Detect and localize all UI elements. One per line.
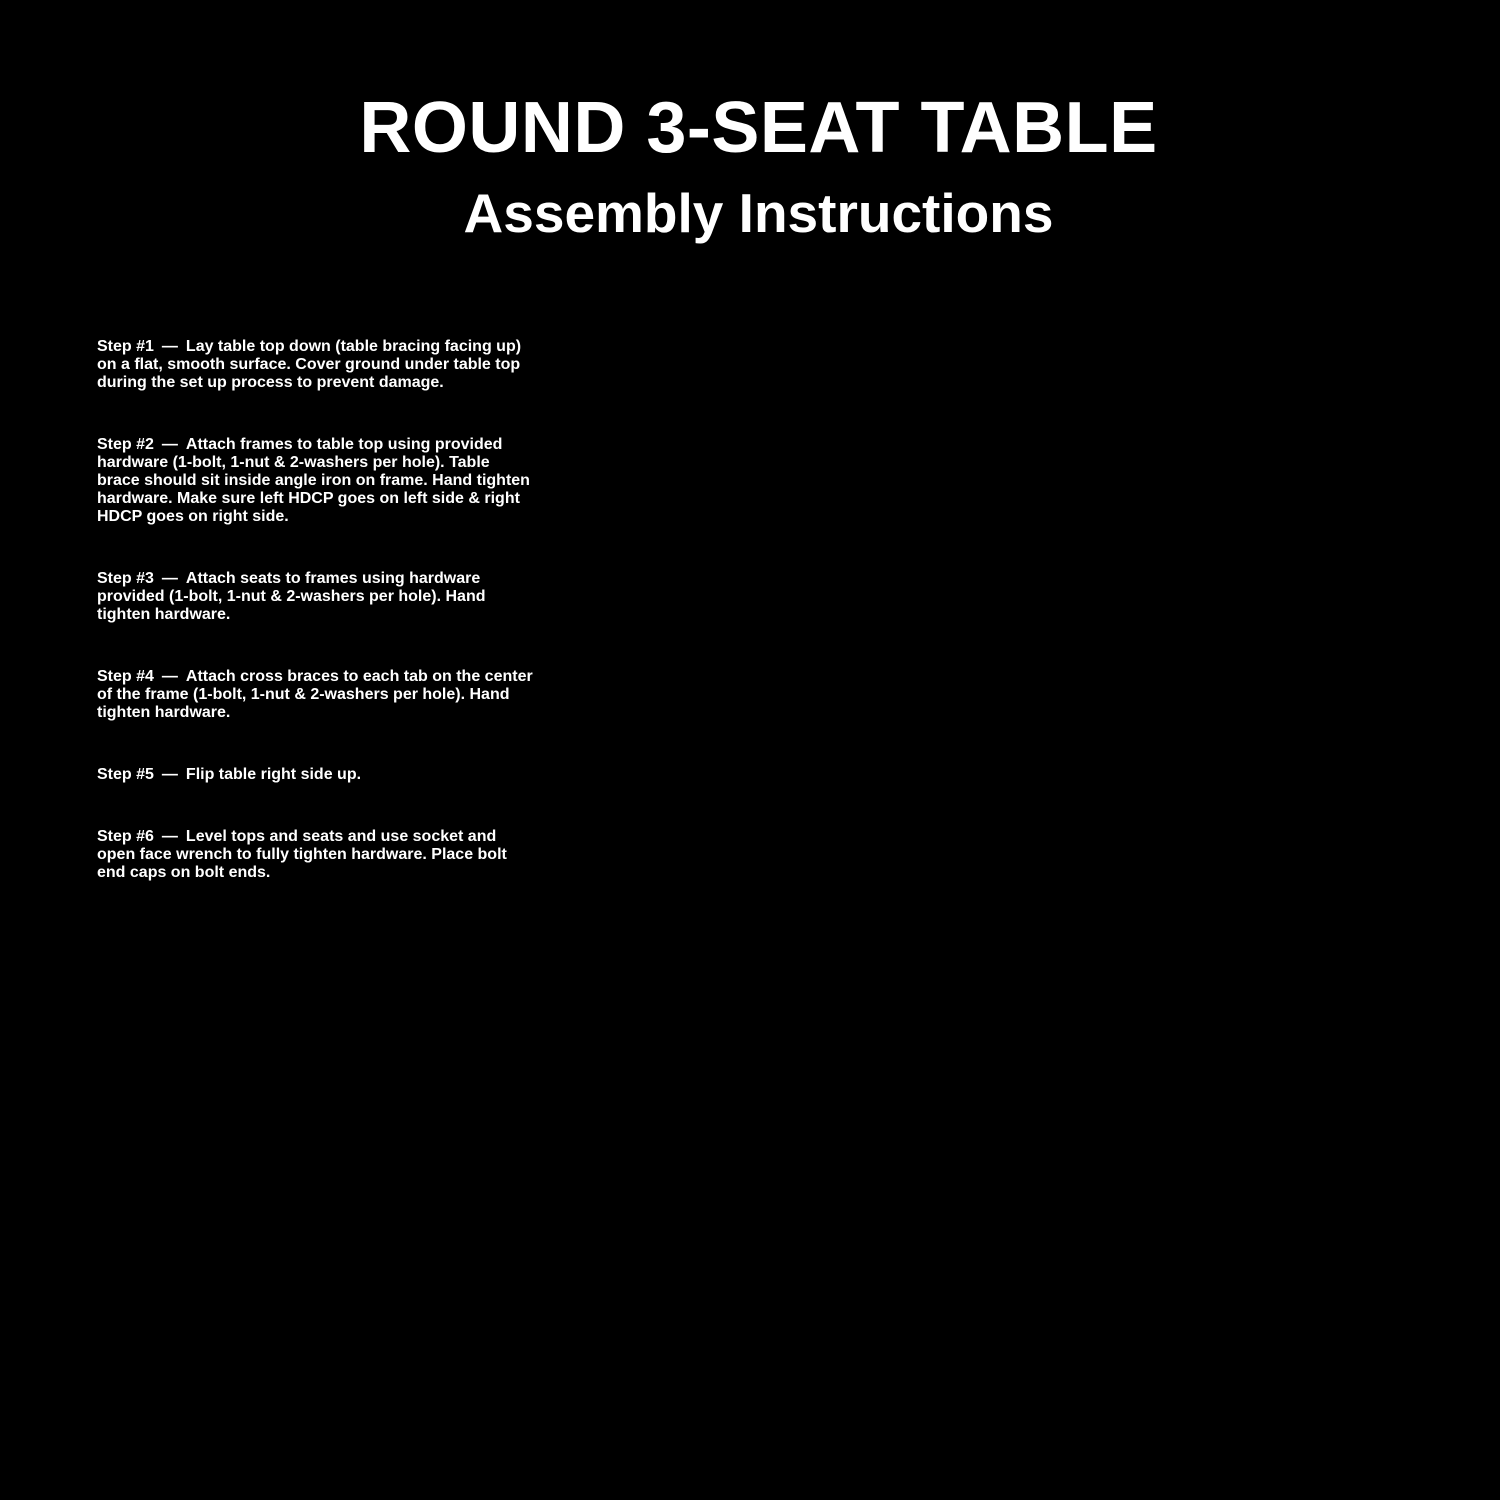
step-line: during the set up process to prevent damage. <box>97 374 444 391</box>
step-line: open face wrench to fully tighten hardware. Place bolt <box>97 846 507 863</box>
step-line: tighten hardware. <box>97 704 231 721</box>
step-line: HDCP goes on right side. <box>97 508 289 525</box>
step-line: Step #3 — Attach seats to frames using hardware <box>97 570 481 587</box>
step-line: hardware. Make sure left HDCP goes on left side & right <box>97 490 520 507</box>
step-line: of the frame (1-bolt, 1-nut & 2-washers per hole). Hand <box>97 686 510 703</box>
step-line: on a flat, smooth surface. Cover ground under table top <box>97 356 521 373</box>
step-line: end caps on bolt ends. <box>97 864 271 881</box>
page-subtitle: Assembly Instructions <box>463 182 1054 244</box>
step-line: brace should sit inside angle iron on frame. Hand tighten <box>97 472 530 489</box>
step-line: Step #5 — Flip table right side up. <box>97 766 362 783</box>
step-line: Step #1 — Lay table top down (table bracing facing up) <box>97 338 522 355</box>
step-line: Step #6 — Level tops and seats and use socket and <box>97 828 497 845</box>
step-line: hardware (1-bolt, 1-nut & 2-washers per hole). Table <box>97 454 490 471</box>
page-title: ROUND 3-SEAT TABLE <box>359 88 1158 168</box>
steps-list <box>97 244 1420 882</box>
step-line: Step #4 — Attach cross braces to each tab on the center <box>97 668 533 685</box>
step-line: Step #2 — Attach frames to table top using provided <box>97 436 503 453</box>
step-line: tighten hardware. <box>97 606 231 623</box>
step-line: provided (1-bolt, 1-nut & 2-washers per hole). Hand <box>97 588 486 605</box>
